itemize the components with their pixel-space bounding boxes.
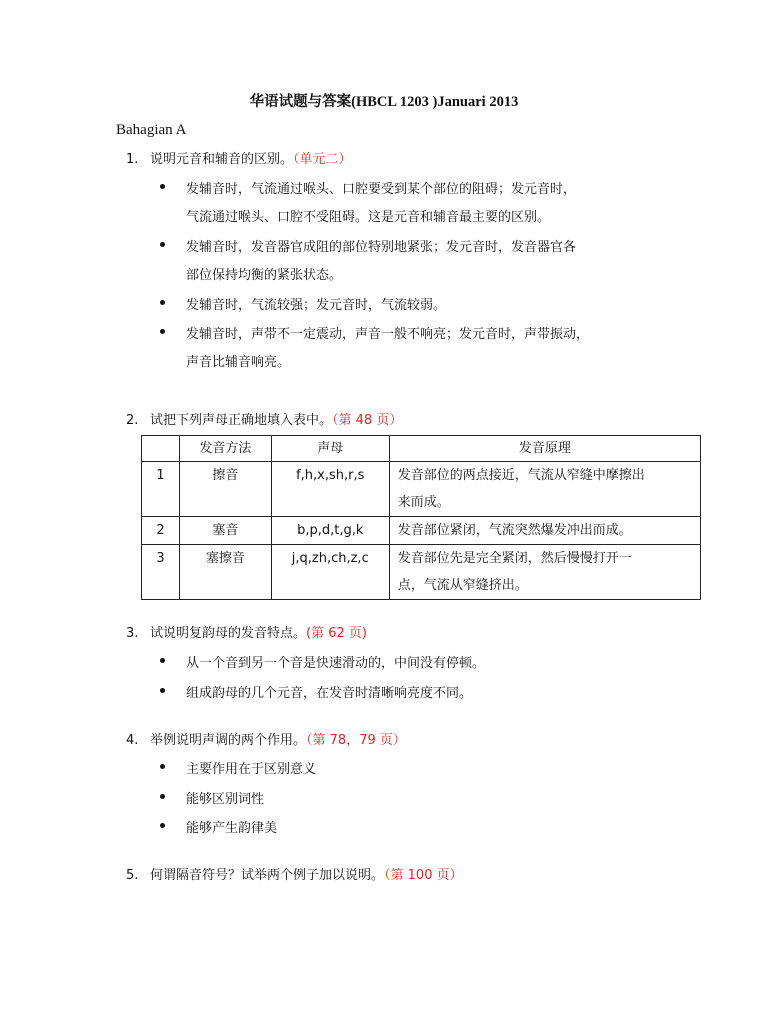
method-cell: 塞音: [179, 517, 271, 545]
principle-line2: 来而成。: [397, 495, 450, 510]
question-number: 5.: [126, 868, 139, 883]
bullet-text-line1: 发辅音时，发音器官成阻的部位特别地紧张；发元音时，发音器官各: [186, 240, 577, 255]
bullet-text-line2: 声音比辅音响亮。: [186, 355, 291, 370]
bullet-icon: [160, 658, 165, 663]
bullet-text-line1: 发辅音时，气流较强；发元音时，气流较弱。: [186, 298, 447, 313]
column-header: [142, 436, 180, 462]
question-4: [126, 729, 406, 748]
document-title: 华语试题与答案(HBCL 1203 )Januari 2013: [249, 94, 519, 110]
question-text: 举例说明声调的两个作用。: [150, 733, 307, 748]
principle-cell: 发音部位紧闭，气流突然爆发冲出而成。: [389, 517, 700, 545]
bullet-text: 能够产生韵律美: [186, 821, 278, 836]
bullet-text-line1: 发辅音时，声带不一定震动，声音一般不响亮；发元音时，声带振动，: [186, 327, 590, 342]
question-text: 何谓隔音符号？试举两个例子加以说明。: [150, 868, 385, 883]
bullet-icon: [160, 688, 165, 693]
principle-cell: [389, 462, 700, 517]
row-number: 2: [142, 517, 180, 545]
bullet-icon: [160, 794, 165, 799]
bullet-text: 主要作用在于区别意义: [186, 762, 317, 777]
principle-cell: [389, 545, 700, 600]
bullet-icon: [160, 242, 165, 247]
table-row: [142, 545, 701, 600]
question-text: 试说明复韵母的发音特点。: [150, 626, 307, 641]
bullet-icon: [160, 329, 165, 334]
question-number: 1.: [126, 152, 139, 167]
question-text: 说明元音和辅音的区别。: [150, 152, 294, 167]
column-header: 发音方法: [179, 436, 271, 462]
column-header: 声母: [271, 436, 389, 462]
bullet-text: 组成韵母的几个元音，在发音时清晰响亮度不同。: [186, 686, 473, 701]
principle-line2: 点，气流从窄缝挤出。: [397, 578, 528, 593]
table-row: [142, 462, 701, 517]
initials-table: [141, 435, 701, 600]
question-number: 4.: [126, 733, 139, 748]
bullet-icon: [160, 184, 165, 189]
page-reference: （第 48 页）: [332, 413, 403, 428]
question-number: 3.: [126, 626, 139, 641]
row-number: 3: [142, 545, 180, 600]
bullet-text-line2: 气流通过喉头、口腔不受阻碍。这是元音和辅音最主要的区别。: [186, 210, 551, 225]
page-reference: （第 100 页）: [384, 868, 463, 883]
question-text: 试把下列声母正确地填入表中。: [150, 413, 333, 428]
row-number: 1: [142, 462, 180, 517]
question-3: [126, 622, 367, 641]
bullet-icon: [160, 823, 165, 828]
bullet-text: 能够区别词性: [186, 792, 265, 807]
question-1: [126, 148, 352, 167]
initials-cell: b,p,d,t,g,k: [271, 517, 389, 545]
page-reference: （单元二）: [293, 152, 352, 167]
bullet-icon: [160, 300, 165, 305]
page-reference: （第 78，79 页）: [306, 733, 406, 748]
principle-line1: 发音部位的两点接近，气流从窄缝中摩擦出: [397, 468, 645, 483]
initials-cell: j,q,zh,ch,z,c: [271, 545, 389, 600]
question-5: [126, 864, 463, 883]
bullet-text-line1: 发辅音时，气流通过喉头、口腔要受到某个部位的阻碍；发元音时，: [186, 182, 577, 197]
table-row: [142, 517, 701, 545]
initials-cell: f,h,x,sh,r,s: [271, 462, 389, 517]
question-number: 2.: [126, 413, 139, 428]
section-heading: Bahagian A: [116, 122, 187, 138]
method-cell: 塞擦音: [179, 545, 271, 600]
principle-line1: 发音部位先是完全紧闭，然后慢慢打开一: [397, 551, 632, 566]
question-2: [126, 409, 402, 428]
bullet-text: 从一个音到另一个音是快速滑动的，中间没有停顿。: [186, 656, 486, 671]
page-reference: (第 62 页): [306, 626, 367, 641]
bullet-icon: [160, 764, 165, 769]
method-cell: 擦音: [179, 462, 271, 517]
column-header: 发音原理: [389, 436, 700, 462]
table-header-row: [142, 436, 701, 462]
bullet-text-line2: 部位保持均衡的紧张状态。: [186, 268, 343, 283]
